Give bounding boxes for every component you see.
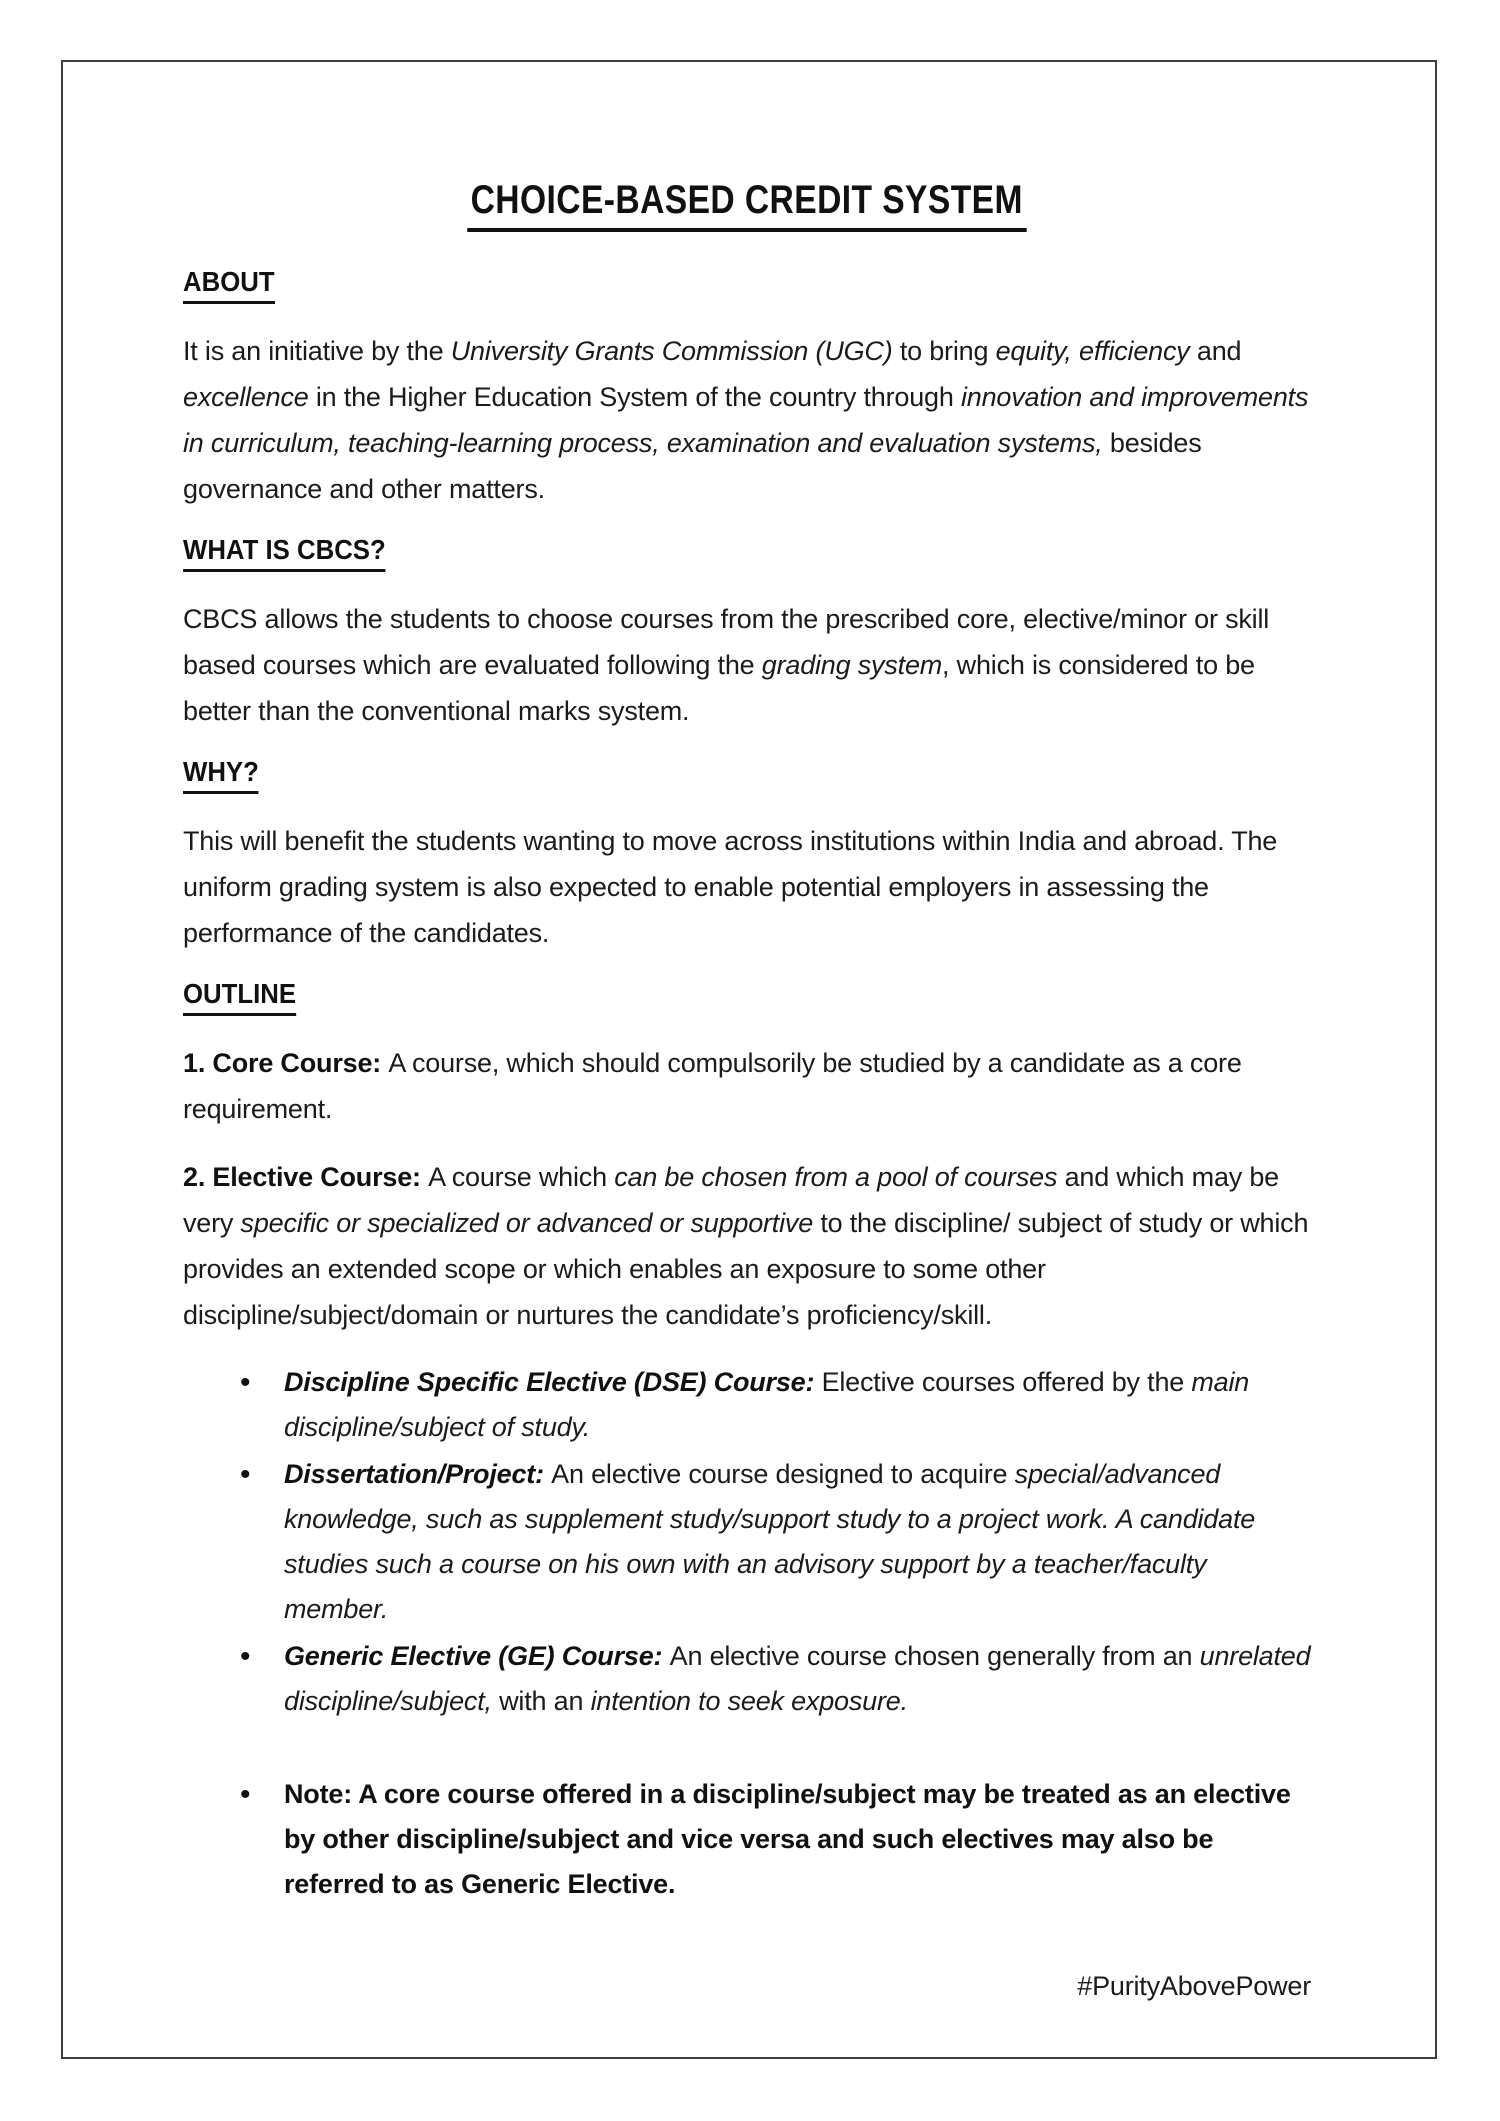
core-course-paragraph: 1. Core Course: A course, which should compulsorily be studied by a candidate as a core requirement. <box>183 1048 1242 1124</box>
section-heading-why: WHY? <box>183 756 1311 794</box>
list-item-dse-course <box>240 1360 1311 1450</box>
elective-types-list <box>183 1360 1311 1907</box>
bullet-icon: • <box>240 1366 251 1399</box>
bullet-icon: • <box>240 1640 251 1673</box>
list-item-text: Generic Elective (GE) Course: An elective course chosen generally from an unrelated discipline/subject, with an intention to seek exposure. <box>284 1641 1311 1716</box>
bullet-icon: • <box>240 1778 251 1811</box>
title-row <box>183 178 1311 232</box>
page-border-frame <box>61 60 1437 2059</box>
what-is-cbcs-paragraph: CBCS allows the students to choose courses from the prescribed core, elective/minor or skill based courses which are evaluated following the grading system, which is considered to be better than the conventional marks system. <box>183 604 1270 726</box>
list-item-dissertation-project <box>240 1452 1311 1632</box>
bullet-icon: • <box>240 1458 251 1491</box>
section-heading-what-is-cbcs: WHAT IS CBCS? <box>183 534 1311 572</box>
footer-hashtag: #PurityAbovePower <box>1077 1971 1311 2001</box>
why-paragraph: This will benefit the students wanting to move across institutions within India and abroad. The uniform grading system is also expected to enable potential employers in assessing the performance of the candidates. <box>183 826 1278 948</box>
about-paragraph: It is an initiative by the University Grants Commission (UGC) to bring equity, efficiency and excellence in the Higher Education System of the country through innovation and improvements in curriculum, teaching-learning process, examination and evaluation systems, besides governance and other matters. <box>183 336 1309 504</box>
list-item-text: Note: A core course offered in a discipline/subject may be treated as an elective by other discipline/subject and vice versa and such electives may also be referred to as Generic Elective. <box>284 1779 1291 1899</box>
elective-course-paragraph: 2. Elective Course: A course which can be chosen from a pool of courses and which may be very specific or specialized or advanced or supportive to the discipline/ subject of study or which provides an extended scope or which enables an exposure to some other discipline/subject/domain or nurtures the candidate’s proficiency/skill. <box>183 1162 1309 1330</box>
list-item-note <box>240 1772 1311 1907</box>
document-title: CHOICE-BASED CREDIT SYSTEM <box>467 178 1026 232</box>
list-item-generic-elective <box>240 1634 1311 1724</box>
section-heading-about: ABOUT <box>183 266 1311 304</box>
list-item-text: Discipline Specific Elective (DSE) Course: Elective courses offered by the main discipline/subject of study. <box>284 1367 1250 1442</box>
list-item-text: Dissertation/Project: An elective course designed to acquire special/advanced knowledge, such as supplement study/support study to a project work. A candidate studies such a course on his own with an advisory support by a teacher/faculty member. <box>284 1459 1256 1624</box>
section-heading-outline: OUTLINE <box>183 978 1311 1016</box>
